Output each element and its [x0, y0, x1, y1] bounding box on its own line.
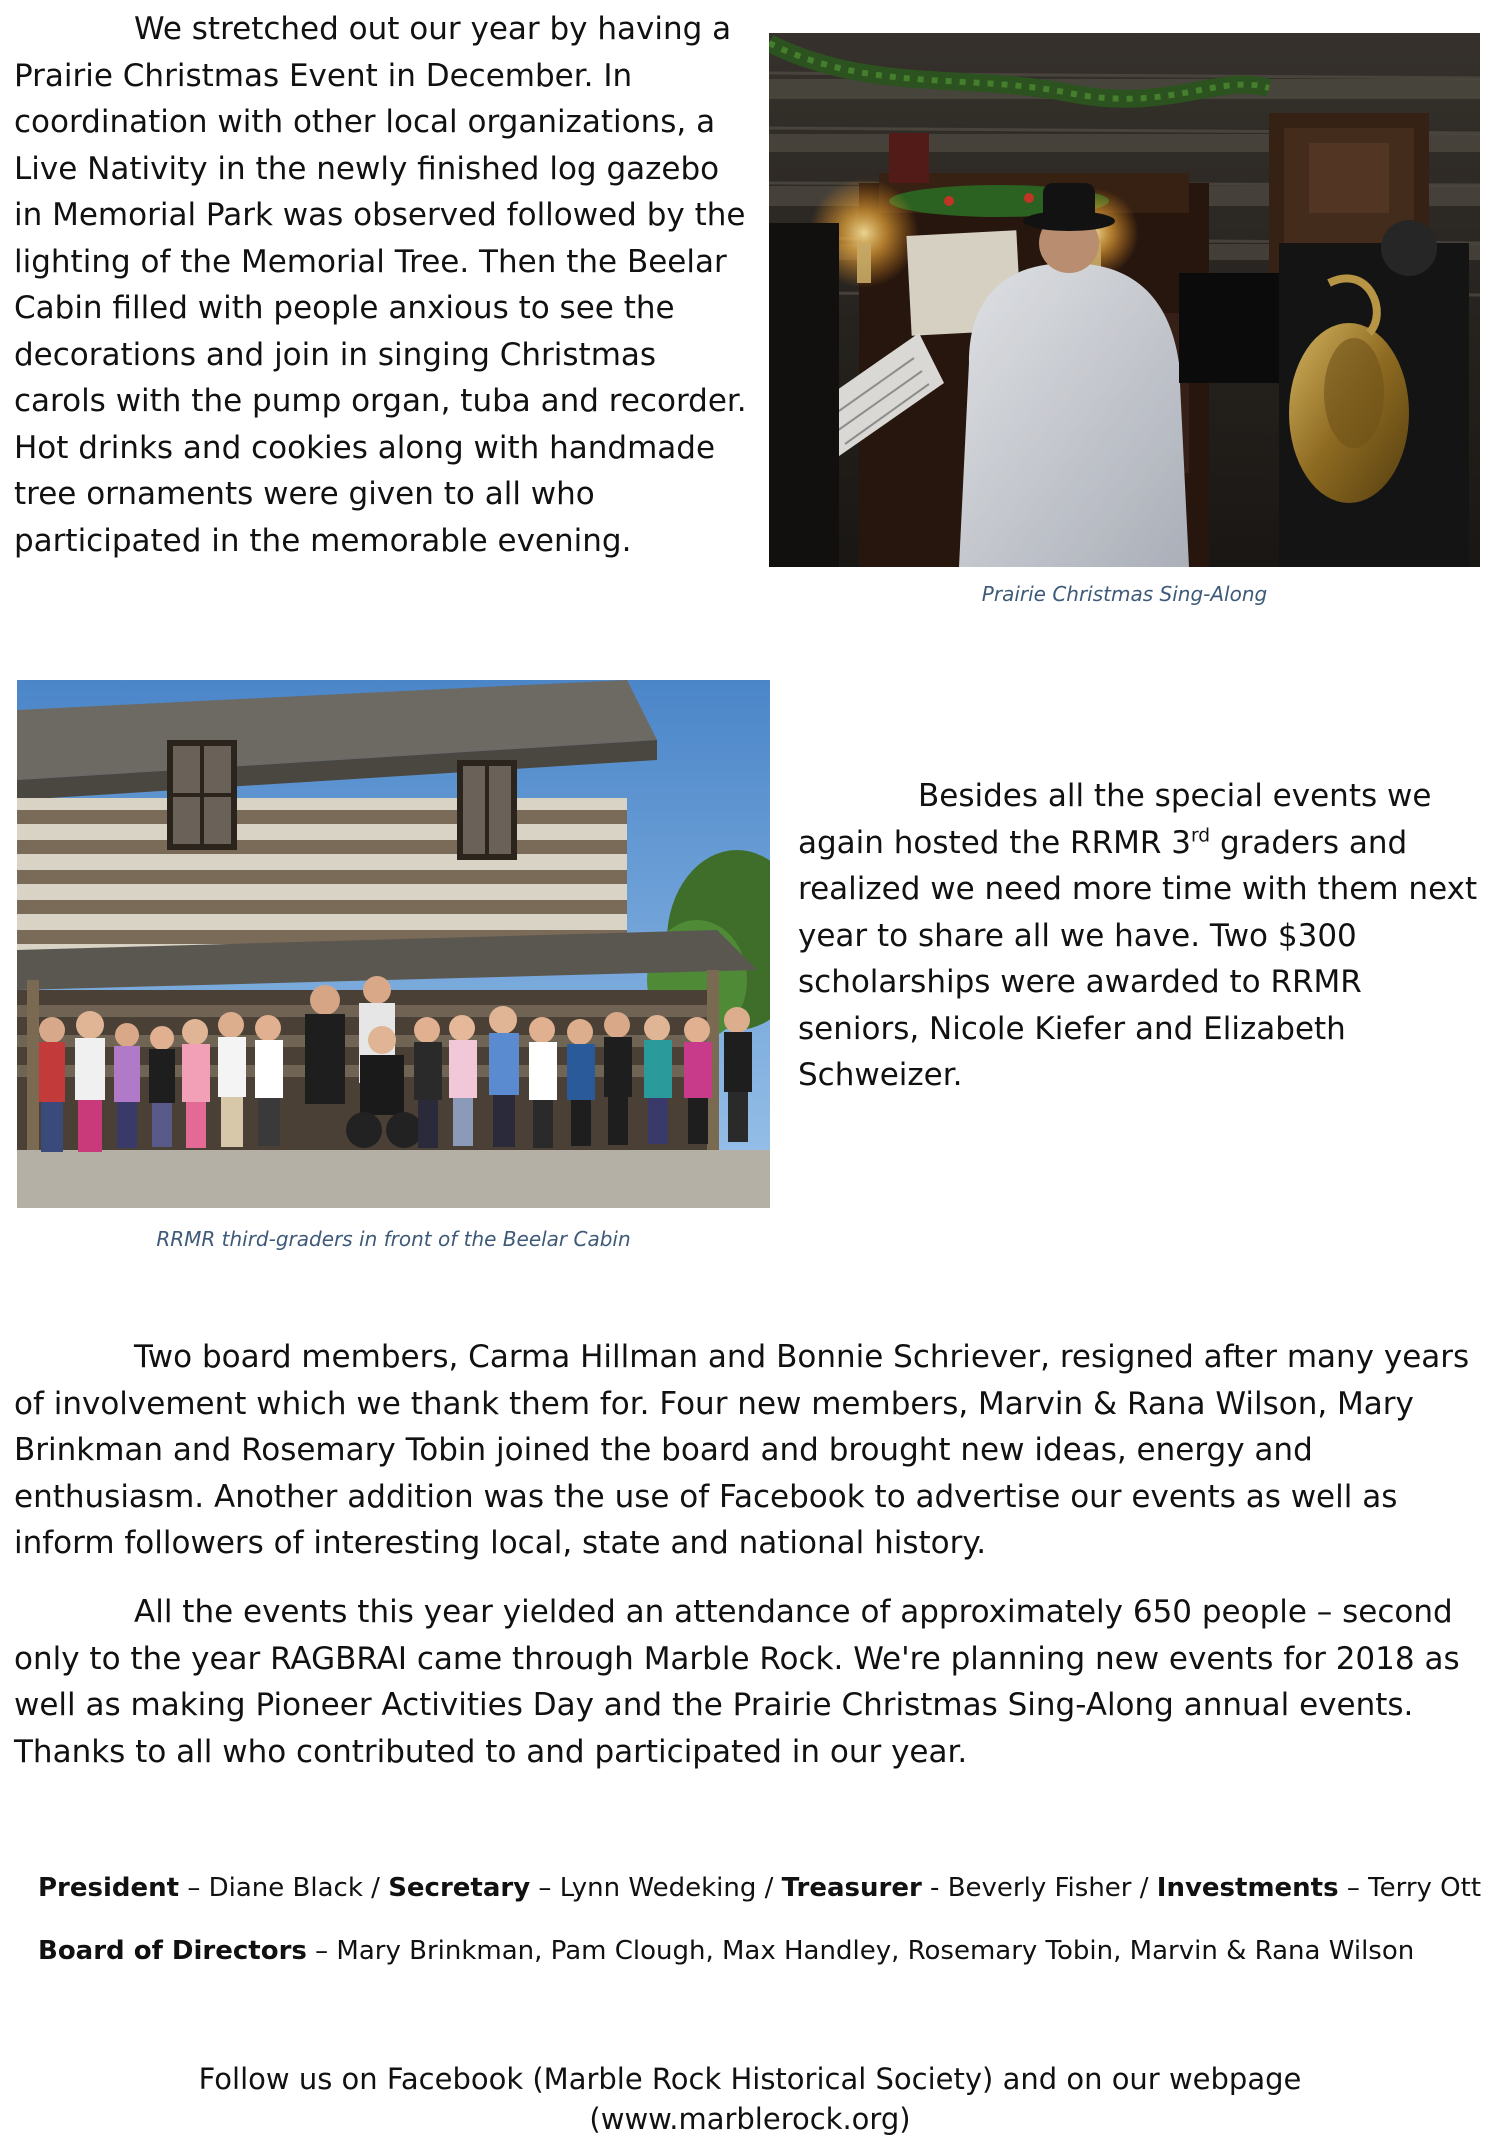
third-graders-cabin-photo: [17, 680, 770, 1208]
officers-line: President – Diane Black / Secretary – Lynn Wedeking / Treasurer - Beverly Fisher / Investments – Terry Ott: [38, 1873, 1482, 1903]
president-label: President: [38, 1873, 180, 1903]
board-changes-paragraph: Two board members, Carma Hillman and Bonnie Schriever, resigned after many years of involvement which we thank them for. Four new members, Marvin & Rana Wilson, Mary Brinkman and Rosemary Tobin joined the board and brought new ideas, energy and enthusiasm. Another addition was the use of Facebook to advertise our events as well as inform followers of interesting local, state and national history.: [14, 1339, 1470, 1561]
attendance-paragraph: All the events this year yielded an attendance of approximately 650 people – second only to the year RAGBRAI came through Marble Rock. We're planning new events for 2018 as well as making Pioneer Activities Day and the Prairie Christmas Sing-Along annual events. Thanks to all who contributed to and participated in our year.: [14, 1594, 1460, 1770]
follow-us-line: Follow us on Facebook (Marble Rock Historical Society) and on our webpage: [198, 2062, 1302, 2096]
treasurer-label: Treasurer: [781, 1873, 922, 1903]
third-graders-paragraph: Besides all the special events we again hosted the RRMR 3rd graders and realized we need more time with them next year to share all we have. Two $300 scholarships were awarded to RRMR seniors, Nicole Kiefer and Elizabeth Schweizer.: [798, 778, 1478, 1093]
christmas-event-paragraph: We stretched out our year by having a Prairie Christmas Event in December. In coordination with other local organizations, a Live Nativity in the newly finished log gazebo in Memorial Park was observed followed by the lighting of the Memorial Tree. Then the Beelar Cabin filled with people anxious to see the decorations and join in singing Christmas carols with the pump organ, tuba and recorder. Hot drinks and cookies along with handmade tree ornaments were given to all who participated in the memorable evening.: [14, 11, 747, 559]
board-label: Board of Directors: [38, 1936, 307, 1966]
investments-label: Investments: [1156, 1873, 1339, 1903]
website-line: (www.marblerock.org): [589, 2102, 911, 2136]
board-of-directors-line: Board of Directors – Mary Brinkman, Pam Clough, Max Handley, Rosemary Tobin, Marvin & Rana Wilson: [38, 1936, 1415, 1966]
christmas-photo-caption: Prairie Christmas Sing-Along: [981, 582, 1268, 606]
christmas-sing-along-photo: [769, 33, 1480, 567]
secretary-label: Secretary: [388, 1873, 531, 1903]
cabin-photo-caption: RRMR third-graders in front of the Beelar Cabin: [156, 1227, 631, 1251]
